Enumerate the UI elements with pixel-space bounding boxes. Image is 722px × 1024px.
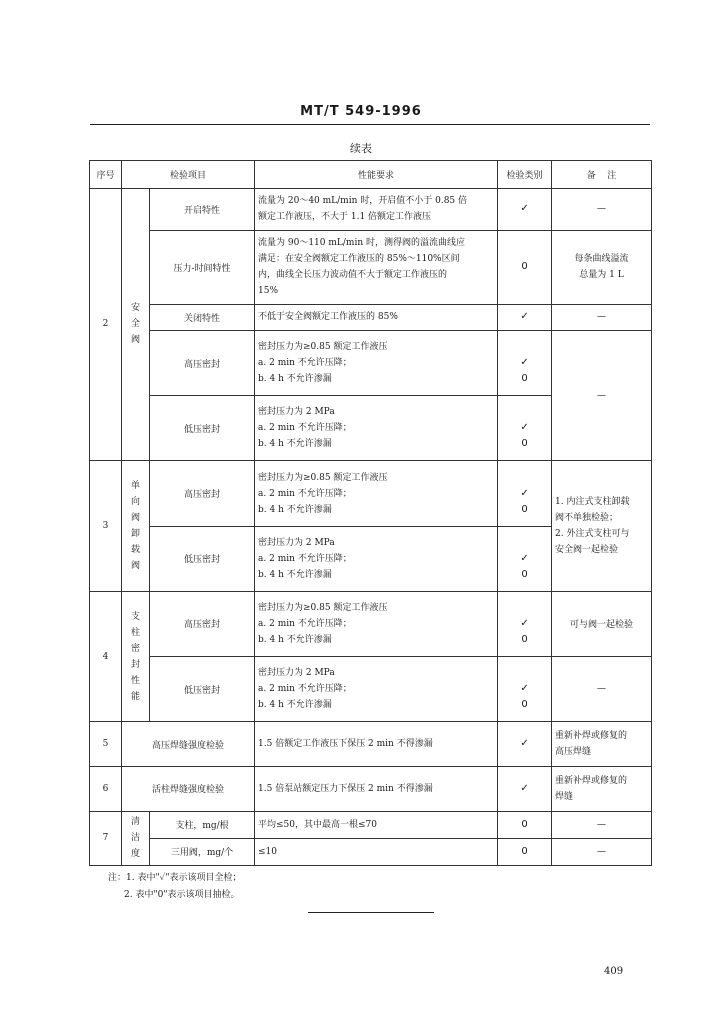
inspection-mark: ✓ 0 (498, 526, 552, 591)
remark: 1. 内注式支柱卸载 阀不单独检验； 2. 外注式支柱可与 安全阀一起检验 (552, 461, 652, 591)
header-remarks: 备 注 (552, 161, 652, 189)
inspection-mark: ✓ (498, 304, 552, 330)
inspection-mark: ✓ (498, 767, 552, 812)
inspection-mark: ✓ (498, 188, 552, 231)
table-row (90, 231, 652, 304)
table-row (90, 657, 652, 722)
remark: 可与阀一起检验 (552, 591, 652, 656)
requirement: 1.5 倍泵站额定压力下保压 2 min 不得渗漏 (255, 767, 498, 812)
requirement: 不低于安全阀额定工作液压的 85% (255, 304, 498, 330)
table-row (90, 722, 652, 767)
remark: — (552, 304, 652, 330)
end-rule (308, 912, 434, 913)
item-name: 低压密封 (150, 526, 255, 591)
remark: 每条曲线溢流 总量为 1 L (552, 231, 652, 304)
table-row (90, 838, 652, 865)
table-row (90, 461, 652, 526)
group-name: 支 柱 密 封 性 能 (122, 591, 150, 721)
group-name: 单 向 阀 卸 载 阀 (122, 461, 150, 591)
remark: — (552, 331, 652, 461)
table-row (90, 767, 652, 812)
inspection-mark: 0 (498, 811, 552, 838)
inspection-mark: ✓ (498, 722, 552, 767)
seq-number: 6 (90, 767, 122, 812)
item-name: 高压密封 (150, 461, 255, 526)
inspection-mark: ✓ 0 (498, 461, 552, 526)
item-name: 高压焊缝强度检验 (122, 722, 255, 767)
item-name: 低压密封 (150, 396, 255, 461)
item-name: 活柱焊缝强度检验 (122, 767, 255, 812)
table-row (90, 304, 652, 330)
table-row (90, 811, 652, 838)
remark: 重新补焊或修复的 焊缝 (552, 767, 652, 812)
item-name: 开启特性 (150, 188, 255, 231)
seq-number: 3 (90, 461, 122, 591)
table-row (90, 591, 652, 656)
header-rule (90, 124, 650, 125)
requirement: 平均≤50，其中最高一根≤70 (255, 811, 498, 838)
requirement: 密封压力为 2 MPa a. 2 min 不允许压降； b. 4 h 不允许渗漏 (255, 396, 498, 461)
item-name: 低压密封 (150, 657, 255, 722)
header-requirement: 性能要求 (255, 161, 498, 189)
remark: — (552, 811, 652, 838)
item-name: 关闭特性 (150, 304, 255, 330)
page-number: 409 (604, 966, 624, 977)
remark: — (552, 188, 652, 231)
requirement: 流量为 20～40 mL/min 时，开启值不小于 0.85 倍 额定工作液压，不大于 1.1 倍额定工作液压 (255, 188, 498, 231)
remark: — (552, 657, 652, 722)
table-row (90, 331, 652, 396)
table-header-row (90, 161, 652, 189)
seq-number: 5 (90, 722, 122, 767)
requirement: 流量为 90～110 mL/min 时，测得阀的溢流曲线应 满足：在安全阀额定工作液压的 85%～110%区间 内，曲线全长压力波动值不大于额定工作液压的 15% (255, 231, 498, 304)
requirement: ≤10 (255, 838, 498, 865)
requirement: 密封压力为≥0.85 额定工作液压 a. 2 min 不允许压降； b. 4 h 不允许渗漏 (255, 461, 498, 526)
inspection-mark: ✓ 0 (498, 657, 552, 722)
inspection-mark: ✓ 0 (498, 591, 552, 656)
inspection-table (89, 160, 652, 866)
item-name: 三用阀，mg/个 (150, 838, 255, 865)
requirement: 1.5 倍额定工作液压下保压 2 min 不得渗漏 (255, 722, 498, 767)
remark: 重新补焊或修复的 高压焊缝 (552, 722, 652, 767)
header-category: 检验类别 (498, 161, 552, 189)
footnote: 2. 表中"0"表示该项目抽检。 (124, 890, 240, 900)
inspection-mark: 0 (498, 231, 552, 304)
standard-header: MT/T 549-1996 (300, 104, 422, 119)
header-seq: 序号 (90, 161, 122, 189)
requirement: 密封压力为≥0.85 额定工作液压 a. 2 min 不允许压降； b. 4 h 不允许渗漏 (255, 591, 498, 656)
requirement: 密封压力为≥0.85 额定工作液压 a. 2 min 不允许压降； b. 4 h 不允许渗漏 (255, 331, 498, 396)
table-row (90, 188, 652, 231)
inspection-mark: ✓ 0 (498, 331, 552, 396)
seq-number: 2 (90, 188, 122, 461)
group-name: 安 全 阀 (122, 188, 150, 461)
footnotes (108, 870, 242, 904)
inspection-mark: 0 (498, 838, 552, 865)
seq-number: 7 (90, 811, 122, 865)
seq-number: 4 (90, 591, 122, 721)
footnote: 注：1. 表中"✓"表示该项目全检； (108, 873, 242, 883)
header-item: 检验项目 (122, 161, 255, 189)
item-name: 高压密封 (150, 331, 255, 396)
item-name: 压力-时间特性 (150, 231, 255, 304)
table-caption: 续表 (350, 142, 372, 155)
item-name: 高压密封 (150, 591, 255, 656)
requirement: 密封压力为 2 MPa a. 2 min 不允许压降； b. 4 h 不允许渗漏 (255, 526, 498, 591)
remark: — (552, 838, 652, 865)
inspection-mark: ✓ 0 (498, 396, 552, 461)
group-name: 清 洁 度 (122, 811, 150, 865)
requirement: 密封压力为 2 MPa a. 2 min 不允许压降； b. 4 h 不允许渗漏 (255, 657, 498, 722)
item-name: 支柱，mg/根 (150, 811, 255, 838)
